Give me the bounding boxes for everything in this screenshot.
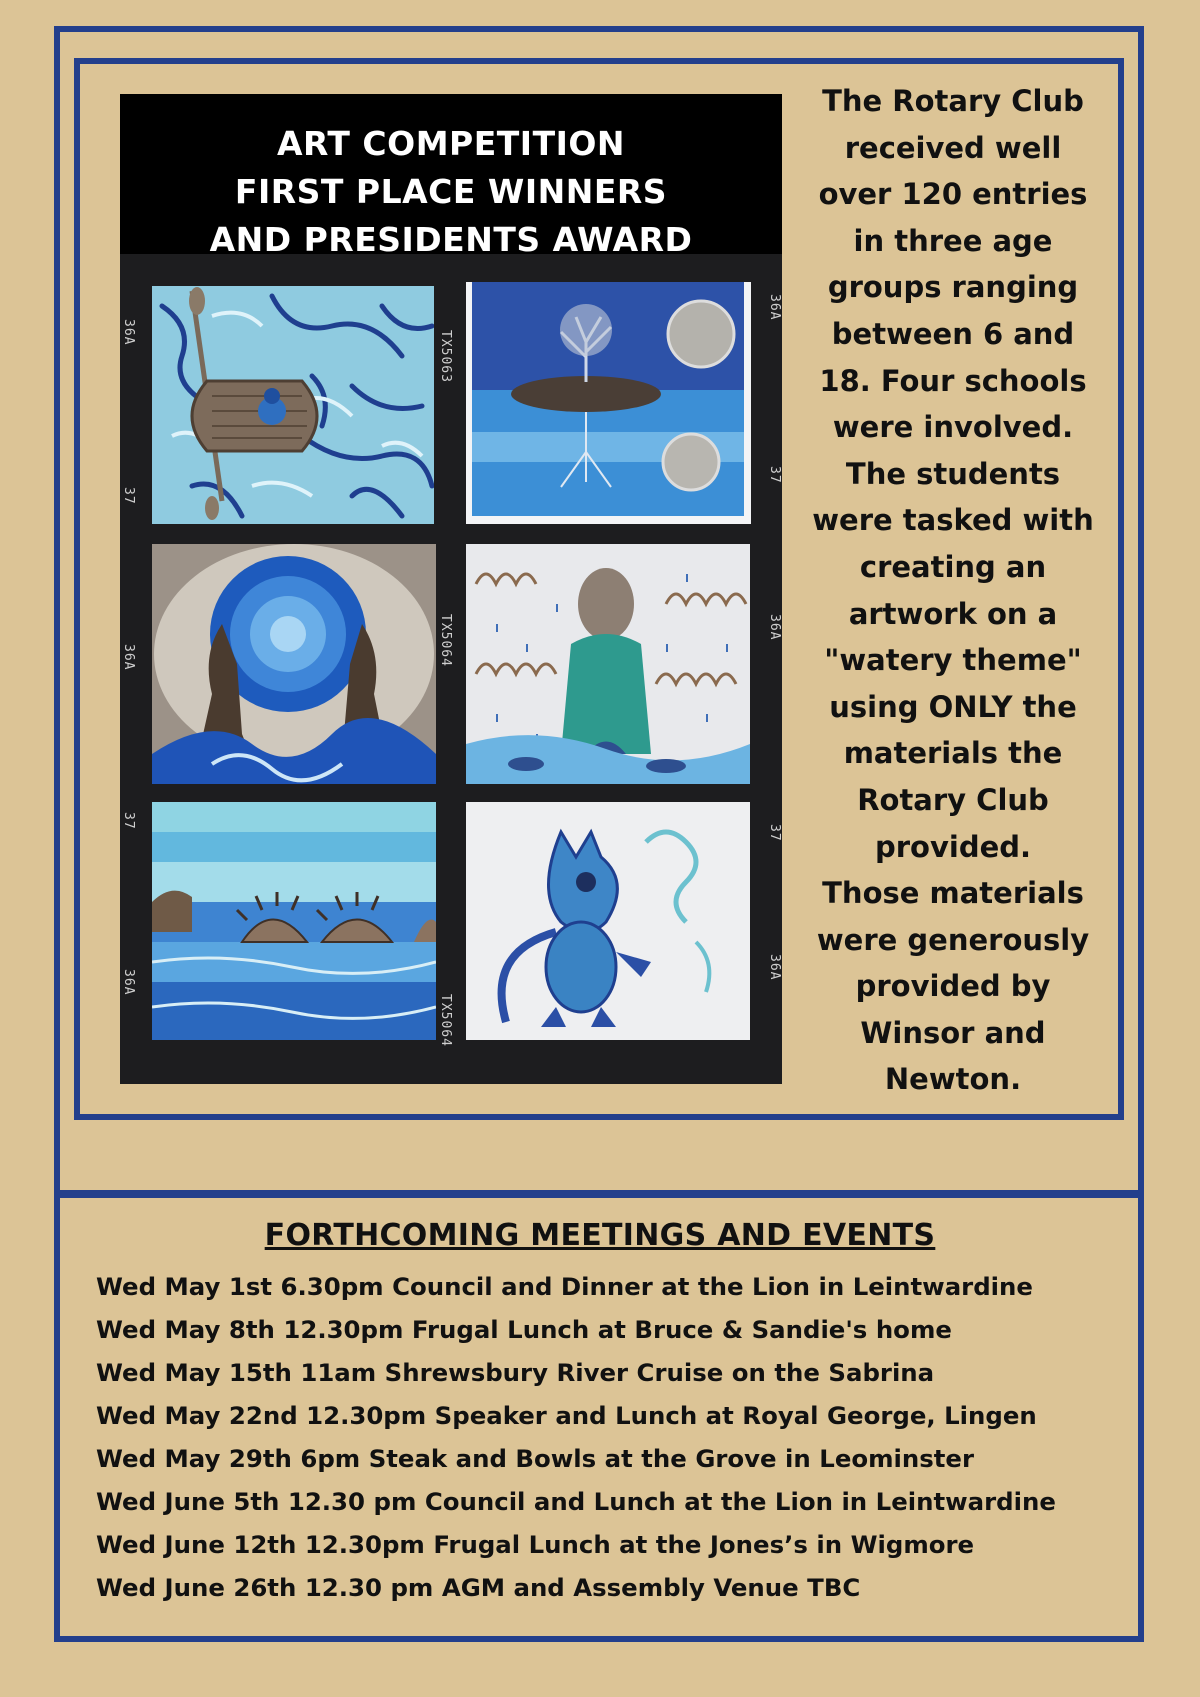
crying-figure-painting — [466, 544, 750, 784]
sea-monster-waves-painting — [152, 802, 436, 1040]
event-item: Wed June 26th 12.30 pm AGM and Assembly Venue TBC — [96, 1573, 861, 1602]
intro-line: creating an — [859, 549, 1047, 584]
poster-header — [120, 94, 782, 259]
event-item: Wed May 8th 12.30pm Frugal Lunch at Bruce & Sandie's home — [96, 1315, 952, 1344]
events-title: FORTHCOMING MEETINGS AND EVENTS — [264, 1218, 936, 1253]
blue-cat-creature-painting — [466, 802, 750, 1040]
intro-line: between 6 and — [831, 316, 1075, 351]
intro-line: "watery theme" — [824, 643, 1082, 678]
film-label: 36A — [121, 319, 136, 346]
intro-line: were involved. — [832, 410, 1074, 445]
poster-header-line-2: FIRST PLACE WINNERS — [234, 172, 668, 211]
film-label: 37 — [121, 487, 136, 505]
poster-header-line-1: ART COMPETITION — [276, 124, 626, 163]
intro-line: Those materials — [822, 876, 1084, 911]
film-label: 37 — [767, 824, 782, 842]
film-label: 36A — [767, 954, 782, 981]
event-item: Wed June 12th 12.30pm Frugal Lunch at the Jones’s in Wigmore — [96, 1530, 975, 1559]
hands-holding-water-orb-painting — [152, 544, 436, 784]
event-item: Wed May 29th 6pm Steak and Bowls at the Grove in Leominster — [96, 1444, 975, 1473]
event-item: Wed May 1st 6.30pm Council and Dinner at the Lion in Leintwardine — [96, 1272, 1033, 1301]
film-label: 36A — [121, 969, 136, 996]
intro-line: provided by — [855, 969, 1051, 1004]
poster-header-line-3: AND PRESIDENTS AWARD — [209, 220, 693, 259]
intro-line: The Rotary Club — [822, 84, 1084, 118]
event-item: Wed June 5th 12.30 pm Council and Lunch at the Lion in Leintwardine — [96, 1487, 1056, 1516]
film-label: 36A — [767, 614, 782, 641]
intro-paragraph — [808, 78, 1098, 1103]
film-label: TX5064 — [438, 614, 453, 667]
intro-line: artwork on a — [848, 596, 1058, 631]
intro-line: 18. Four schools — [819, 363, 1087, 398]
intro-line: materials the — [843, 736, 1063, 771]
art-competition-poster — [120, 94, 782, 1084]
film-label: 36A — [121, 644, 136, 671]
tree-island-moons-painting — [466, 282, 751, 524]
intro-line: were tasked with — [812, 503, 1094, 538]
film-label: TX5063 — [438, 330, 453, 383]
intro-line: were generously — [816, 922, 1090, 957]
film-label: 37 — [767, 466, 782, 484]
intro-line: provided. — [874, 829, 1032, 864]
events-list — [96, 1265, 1136, 1609]
rowing-boat-painting — [152, 286, 434, 524]
intro-line: The students — [845, 456, 1061, 491]
intro-line: using ONLY the — [829, 689, 1077, 724]
intro-line: Rotary Club — [857, 782, 1049, 817]
intro-line: Newton. — [884, 1062, 1022, 1097]
film-label: 37 — [121, 812, 136, 830]
film-label: TX5064 — [438, 994, 453, 1047]
intro-line: in three age — [853, 223, 1053, 258]
event-item: Wed May 22nd 12.30pm Speaker and Lunch at Royal George, Lingen — [96, 1401, 1037, 1430]
intro-line: over 120 entries — [818, 177, 1088, 212]
event-item: Wed May 15th 11am Shrewsbury River Cruise on the Sabrina — [96, 1358, 935, 1387]
intro-line: groups ranging — [827, 270, 1079, 305]
intro-line: received well — [844, 130, 1062, 165]
intro-line: Winsor and — [860, 1015, 1046, 1050]
film-label: 36A — [767, 294, 782, 321]
